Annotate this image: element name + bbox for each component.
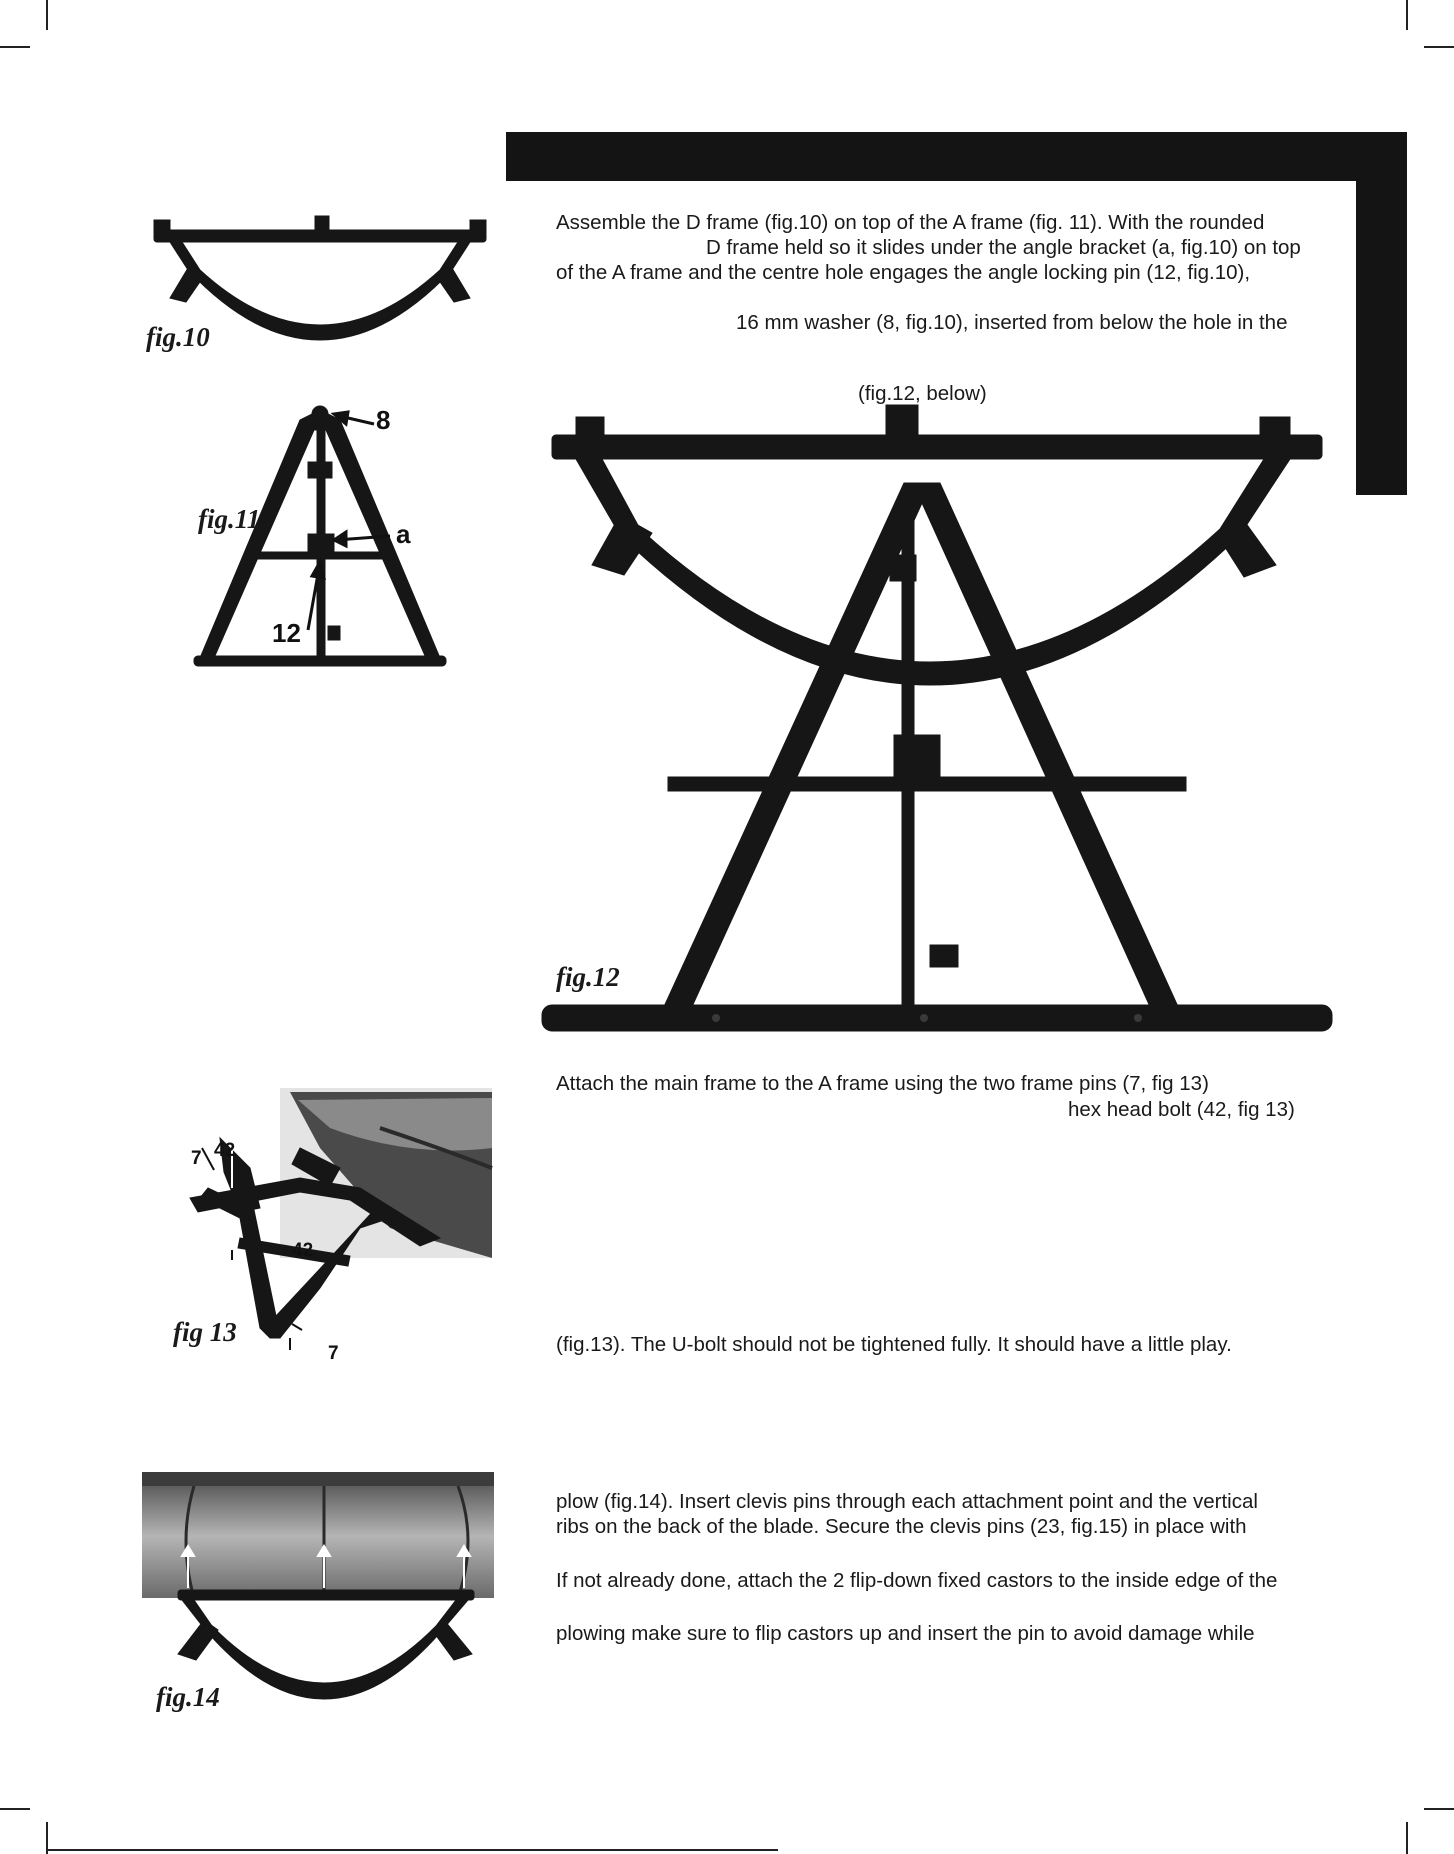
- fig11-callout-pin: 12: [272, 618, 301, 648]
- fig11-callout-washer: 8: [376, 405, 391, 435]
- fig12-assembled-frame-photo: [540, 405, 1340, 1045]
- mainframe-line-1: Attach the main frame to the A frame using the two frame pins (7, fig 13): [556, 1072, 1209, 1095]
- fig10-label: fig.10: [146, 322, 210, 352]
- crop-mark: [0, 46, 30, 48]
- crop-mark: [1424, 46, 1454, 48]
- fig11-a-frame-photo: [190, 400, 450, 670]
- fig12-label: fig.12: [556, 962, 620, 992]
- fig11-label: fig.11: [198, 504, 261, 534]
- bottom-rule: [48, 1849, 778, 1851]
- crop-mark: [0, 1808, 30, 1810]
- fig13-label: fig 13: [173, 1317, 237, 1347]
- intro-line-2: D frame held so it slides under the angle bracket (a, fig.10) on top: [706, 236, 1301, 259]
- intro-line-5: (fig.12, below): [858, 382, 987, 405]
- mainframe-line-3: (fig.13). The U-bolt should not be tightened fully. It should have a little play.: [556, 1333, 1232, 1356]
- intro-line-3: of the A frame and the centre hole engages the angle locking pin (12, fig.10),: [556, 261, 1251, 284]
- fig13-callout-bolt-top: 42: [214, 1140, 236, 1161]
- blade-line-3: If not already done, attach the 2 flip-down fixed castors to the inside edge of the: [556, 1569, 1278, 1592]
- intro-line-1: Assemble the D frame (fig.10) on top of the A frame (fig. 11). With the rounded: [556, 211, 1265, 234]
- fig13-callout-pin-bottom: 7: [328, 1343, 339, 1364]
- fig10-d-frame-photo: [140, 210, 500, 380]
- fig14-label: fig.14: [156, 1682, 220, 1712]
- intro-line-4: 16 mm washer (8, fig.10), inserted from below the hole in the: [736, 311, 1288, 334]
- chapter-side-tab: [1356, 181, 1407, 495]
- fig13-callout-bolt-mid: 42: [292, 1240, 314, 1261]
- blade-line-2: ribs on the back of the blade. Secure the clevis pins (23, fig.15) in place with: [556, 1515, 1247, 1538]
- crop-mark: [1406, 0, 1408, 30]
- crop-mark: [1424, 1808, 1454, 1810]
- crop-mark: [1406, 1822, 1408, 1854]
- crop-mark: [46, 0, 48, 30]
- fig11-callout-bracket: a: [396, 519, 411, 549]
- section-header-bar: [506, 132, 1407, 181]
- blade-line-1: plow (fig.14). Insert clevis pins through each attachment point and the vertical: [556, 1490, 1258, 1513]
- blade-line-4: plowing make sure to flip castors up and insert the pin to avoid damage while: [556, 1622, 1255, 1645]
- fig13-callout-pin-left: 7: [191, 1148, 202, 1169]
- mainframe-line-2: hex head bolt (42, fig 13): [1068, 1098, 1295, 1121]
